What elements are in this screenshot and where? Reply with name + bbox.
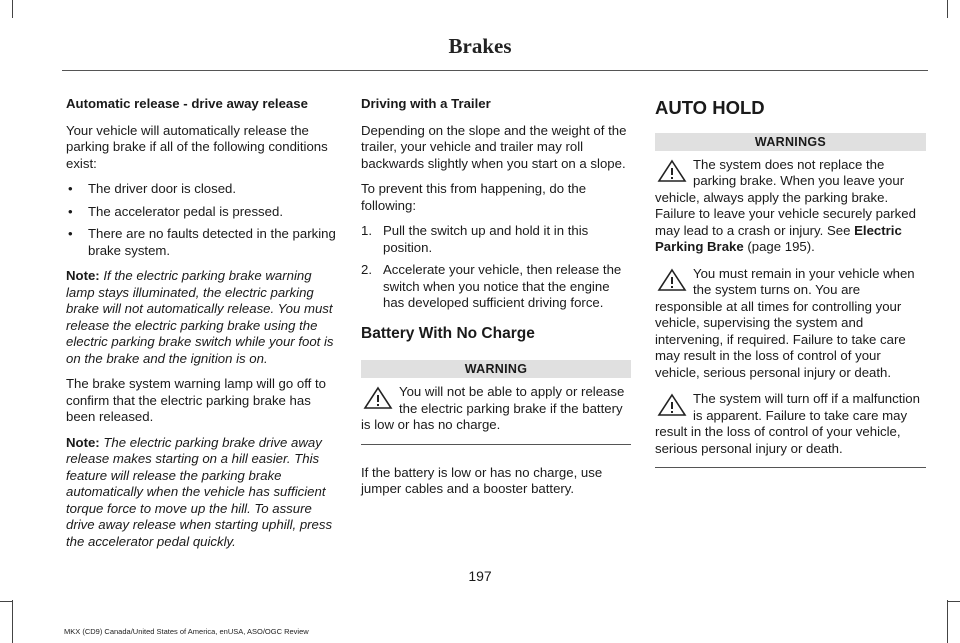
footer-note: MKX (CD9) Canada/United States of America, enUSA, ASO/OGC Review bbox=[64, 627, 309, 636]
warning-triangle-icon bbox=[363, 386, 393, 410]
note-warning-lamp: Note: If the electric parking brake warning lamp stays illuminated, the electric parking brake will not automatically release. You must release the electric parking brake using the electric parking brake switch while your foot is on the brake and the ignition is on. bbox=[66, 268, 334, 366]
crop-mark-bottom-right-horizontal bbox=[948, 601, 960, 602]
crop-mark-bottom-left-vertical bbox=[12, 600, 13, 643]
list-item: • There are no faults detected in the parking brake system. bbox=[68, 226, 336, 258]
page-number: 197 bbox=[468, 568, 492, 584]
warning-rule bbox=[361, 444, 631, 445]
note-label: Note: bbox=[66, 268, 100, 283]
list-item: 2. Accelerate your vehicle, then release the switch when you notice that the engine has developed sufficient driving force. bbox=[361, 262, 622, 310]
paragraph-jumper-cables: If the battery is low or has no charge, use jumper cables and a booster battery. bbox=[361, 464, 603, 496]
warning-banner: WARNING bbox=[361, 360, 631, 378]
paragraph-prevent: To prevent this from happening, do the following: bbox=[361, 181, 587, 213]
warning-triangle-icon bbox=[657, 159, 687, 183]
column-1 bbox=[66, 96, 338, 559]
paragraph-trailer-slope: Depending on the slope and the weight of the trailer, your vehicle and trailer may roll backwards slightly when you start on a slope. bbox=[361, 122, 627, 171]
bullet-mark: • bbox=[68, 181, 73, 196]
crop-mark-top-left-vertical bbox=[12, 0, 13, 18]
warning-block-battery: You will not be able to apply or release the electric parking brake if the battery is low or has no charge. bbox=[361, 384, 625, 432]
section-title-battery: Battery With No Charge bbox=[361, 324, 535, 342]
paragraph-warning-lamp-off: The brake system warning lamp will go off to confirm that the electric parking brake has been released. bbox=[66, 376, 326, 424]
crop-mark-top-right-vertical bbox=[947, 0, 948, 18]
list-item: • The driver door is closed. bbox=[68, 181, 237, 196]
header-rule bbox=[62, 70, 928, 71]
warning-triangle-icon bbox=[657, 393, 687, 417]
note-hill-start: Note: The electric parking brake drive away release makes starting on a hill easier. This feature will release the parking brake automatically when the vehicle has sufficient torque force to move up the hill. To assure drive away release when starting uphill, press the accelerator pedal quickly. bbox=[66, 434, 333, 549]
list-item: • The accelerator pedal is pressed. bbox=[68, 203, 283, 219]
crop-mark-bottom-left-horizontal bbox=[0, 601, 12, 602]
page-header-title: Brakes bbox=[448, 34, 512, 58]
column-2 bbox=[361, 96, 631, 507]
heading-driving-with-trailer: Driving with a Trailer bbox=[361, 96, 491, 111]
column-3 bbox=[655, 96, 926, 488]
link-electric-parking-brake[interactable]: Electric Parking Brake bbox=[655, 222, 902, 254]
note-label: Note: bbox=[66, 434, 100, 450]
section-title-auto-hold: AUTO HOLD bbox=[655, 97, 765, 118]
list-item: 1. Pull the switch up and hold it in this position. bbox=[361, 223, 589, 255]
bullet-mark: • bbox=[68, 226, 73, 241]
heading-drive-away-release: Automatic release - drive away release bbox=[66, 96, 308, 111]
paragraph-intro: Your vehicle will automatically release the parking brake if all of the following conditions exist: bbox=[66, 122, 328, 171]
warning-rule bbox=[655, 467, 926, 468]
warning-block-malfunction: The system will turn off if a malfunction is apparent. Failure to take care may result in the loss of control of your vehicle, serious personal injury or death. bbox=[655, 391, 920, 456]
warning-triangle-icon bbox=[657, 268, 687, 292]
conditions-list bbox=[66, 181, 338, 259]
warning-block-remain-in-vehicle: You must remain in your vehicle when the system turns on. You are responsible at all times for controlling your vehicle, supervising the system and intervening, if required. Failure to take care may result in the loss of control of your vehicle, serious personal injury or death. bbox=[655, 265, 915, 380]
warnings-banner: WARNINGS bbox=[655, 133, 926, 151]
crop-mark-bottom-right-vertical bbox=[947, 600, 948, 643]
warning-block-parking-brake: The system does not replace the parking brake. When you leave your vehicle, always apply the parking brake. Failure to leave your vehicle securely parked may lead to a crash or injury. See Electric Parking Brake (page 195). bbox=[655, 156, 916, 254]
bullet-mark: • bbox=[68, 203, 73, 219]
steps-list bbox=[361, 223, 631, 312]
